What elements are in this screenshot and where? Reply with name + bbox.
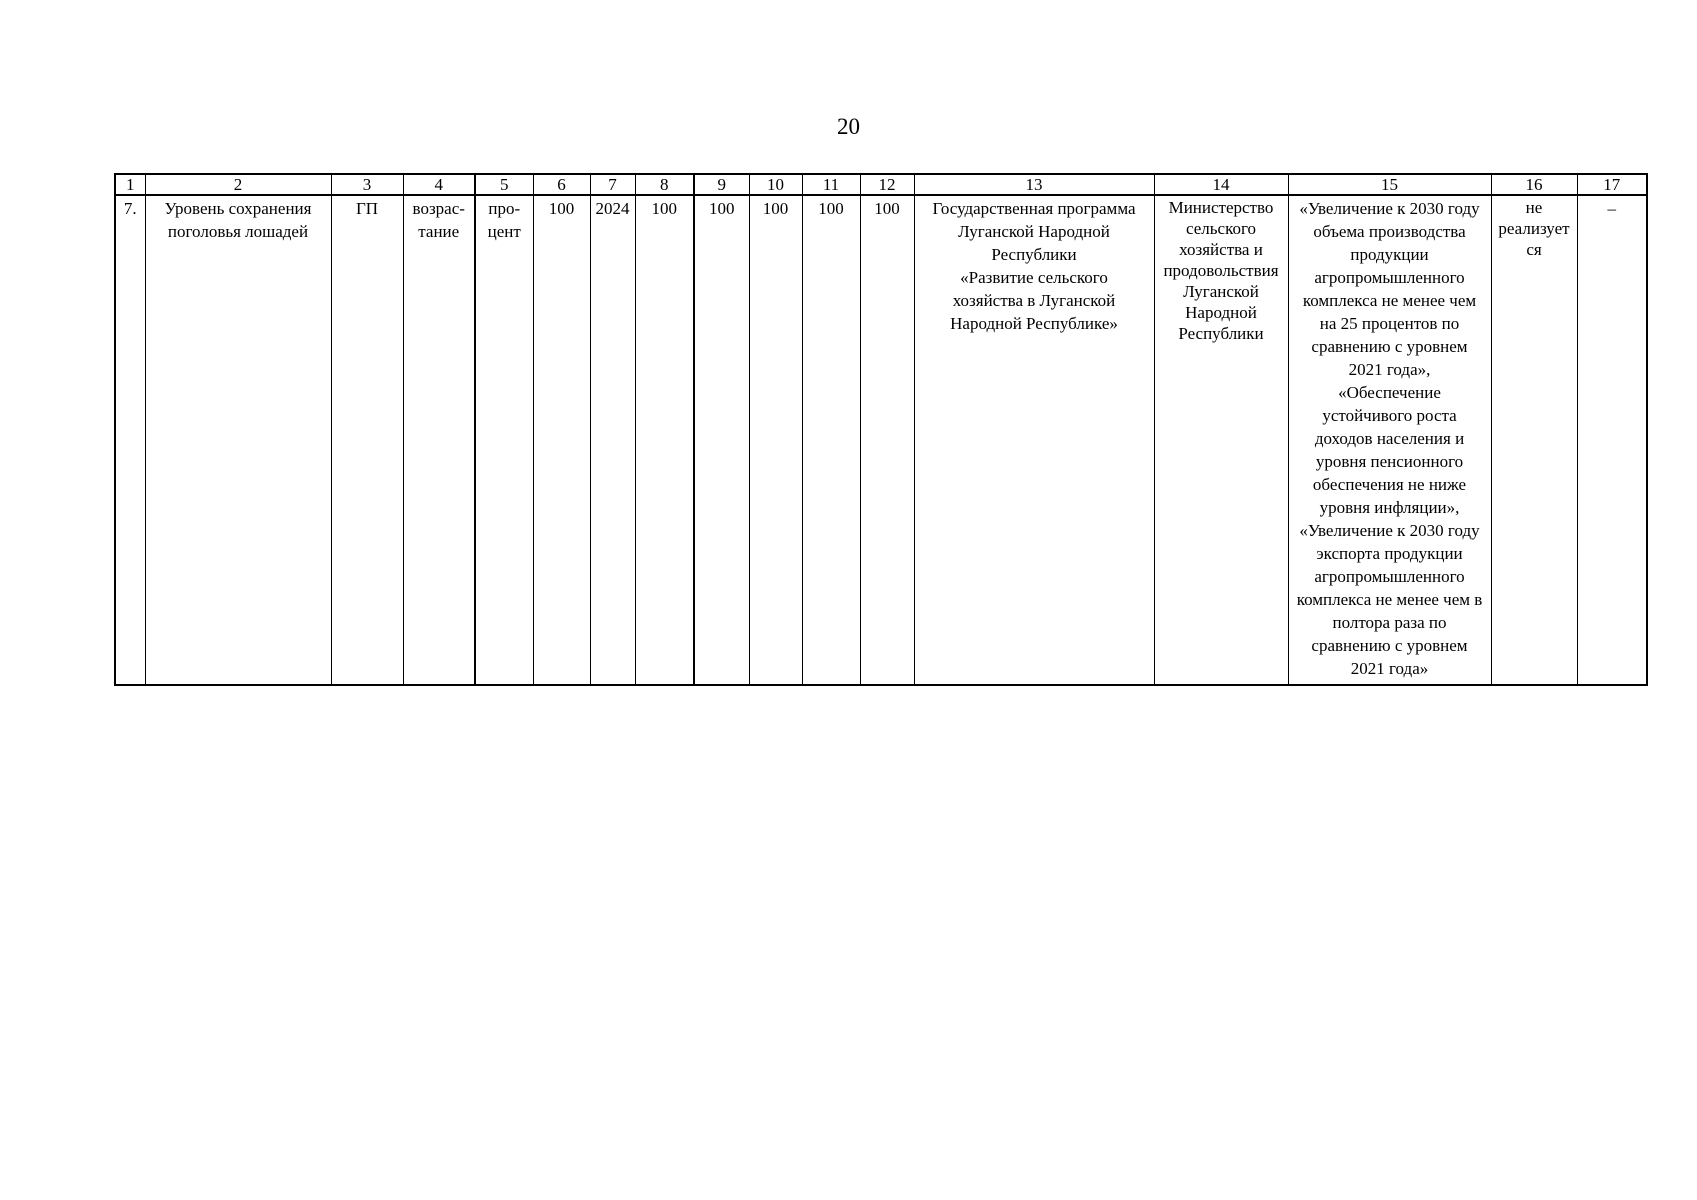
value-cell-6 <box>533 195 590 685</box>
unit: про- цент <box>487 199 521 241</box>
column-header-11: 11 <box>802 174 860 195</box>
indicator-name: Уровень сохранения поголовья лошадей <box>164 199 312 241</box>
row-number: 7. <box>123 199 137 218</box>
value-6: 100 <box>548 199 575 218</box>
value-12: 100 <box>874 199 900 218</box>
trend-cell <box>403 195 475 685</box>
status-cell <box>1491 195 1577 685</box>
value-8: 100 <box>651 199 677 218</box>
column-header-9: 9 <box>694 174 749 195</box>
goals-text: «Увеличение к 2030 году объема производства продукции агропромышленного комплекса не менее чем на 25 процентов по сравнению с уровнем 2021 года», «Обеспечение устойчивого роста доходов населения и уровня пенсионного обеспечения не ниже уровня инфляции», «Увеличение к 2030 году экспорта продукции агропромышленного комплекса не менее чем в полтора раза по сравнению с уровнем 2021 года» <box>1296 199 1483 678</box>
value-9: 100 <box>709 199 735 218</box>
column-header-8: 8 <box>635 174 694 195</box>
column-header-7: 7 <box>590 174 635 195</box>
value-cell-11 <box>802 195 860 685</box>
trend: возрас- тание <box>412 199 465 241</box>
value-cell-10 <box>749 195 802 685</box>
column-header-12: 12 <box>860 174 914 195</box>
indicator-table <box>114 173 1648 686</box>
column-header-5: 5 <box>475 174 533 195</box>
indicator-name-cell <box>145 195 331 685</box>
value-11: 100 <box>818 199 844 218</box>
value-cell-9 <box>694 195 749 685</box>
year-cell <box>590 195 635 685</box>
indicator-level-cell <box>331 195 403 685</box>
column-header-10: 10 <box>749 174 802 195</box>
status-text: не реализует ся <box>1498 198 1570 259</box>
value-cell-12 <box>860 195 914 685</box>
row-number-cell <box>115 195 145 685</box>
note-cell <box>1577 195 1647 685</box>
column-header-17: 17 <box>1577 174 1647 195</box>
note-text: – <box>1607 199 1616 218</box>
ministry-cell <box>1154 195 1288 685</box>
program-cell <box>914 195 1154 685</box>
column-header-14: 14 <box>1154 174 1288 195</box>
table-row <box>115 195 1647 685</box>
value-cell-8 <box>635 195 694 685</box>
column-header-4: 4 <box>403 174 475 195</box>
page-number: 20 <box>837 114 860 139</box>
column-header-16: 16 <box>1491 174 1577 195</box>
program-name: Государственная программа Луганской Народной Республики «Развитие сельского хозяйства в Луганской Народной Республике» <box>932 199 1136 333</box>
column-header-2: 2 <box>145 174 331 195</box>
column-header-6: 6 <box>533 174 590 195</box>
column-header-1: 1 <box>115 174 145 195</box>
value-10: 100 <box>762 199 789 218</box>
column-header-15: 15 <box>1288 174 1491 195</box>
column-header-3: 3 <box>331 174 403 195</box>
indicator-level: ГП <box>355 199 379 218</box>
unit-cell <box>475 195 533 685</box>
year: 2024 <box>595 199 630 218</box>
column-header-13: 13 <box>914 174 1154 195</box>
goals-cell <box>1288 195 1491 685</box>
ministry-name: Министерство сельского хозяйства и продовольствия Луганской Народной Республики <box>1163 198 1279 343</box>
column-number-row <box>115 174 1647 195</box>
